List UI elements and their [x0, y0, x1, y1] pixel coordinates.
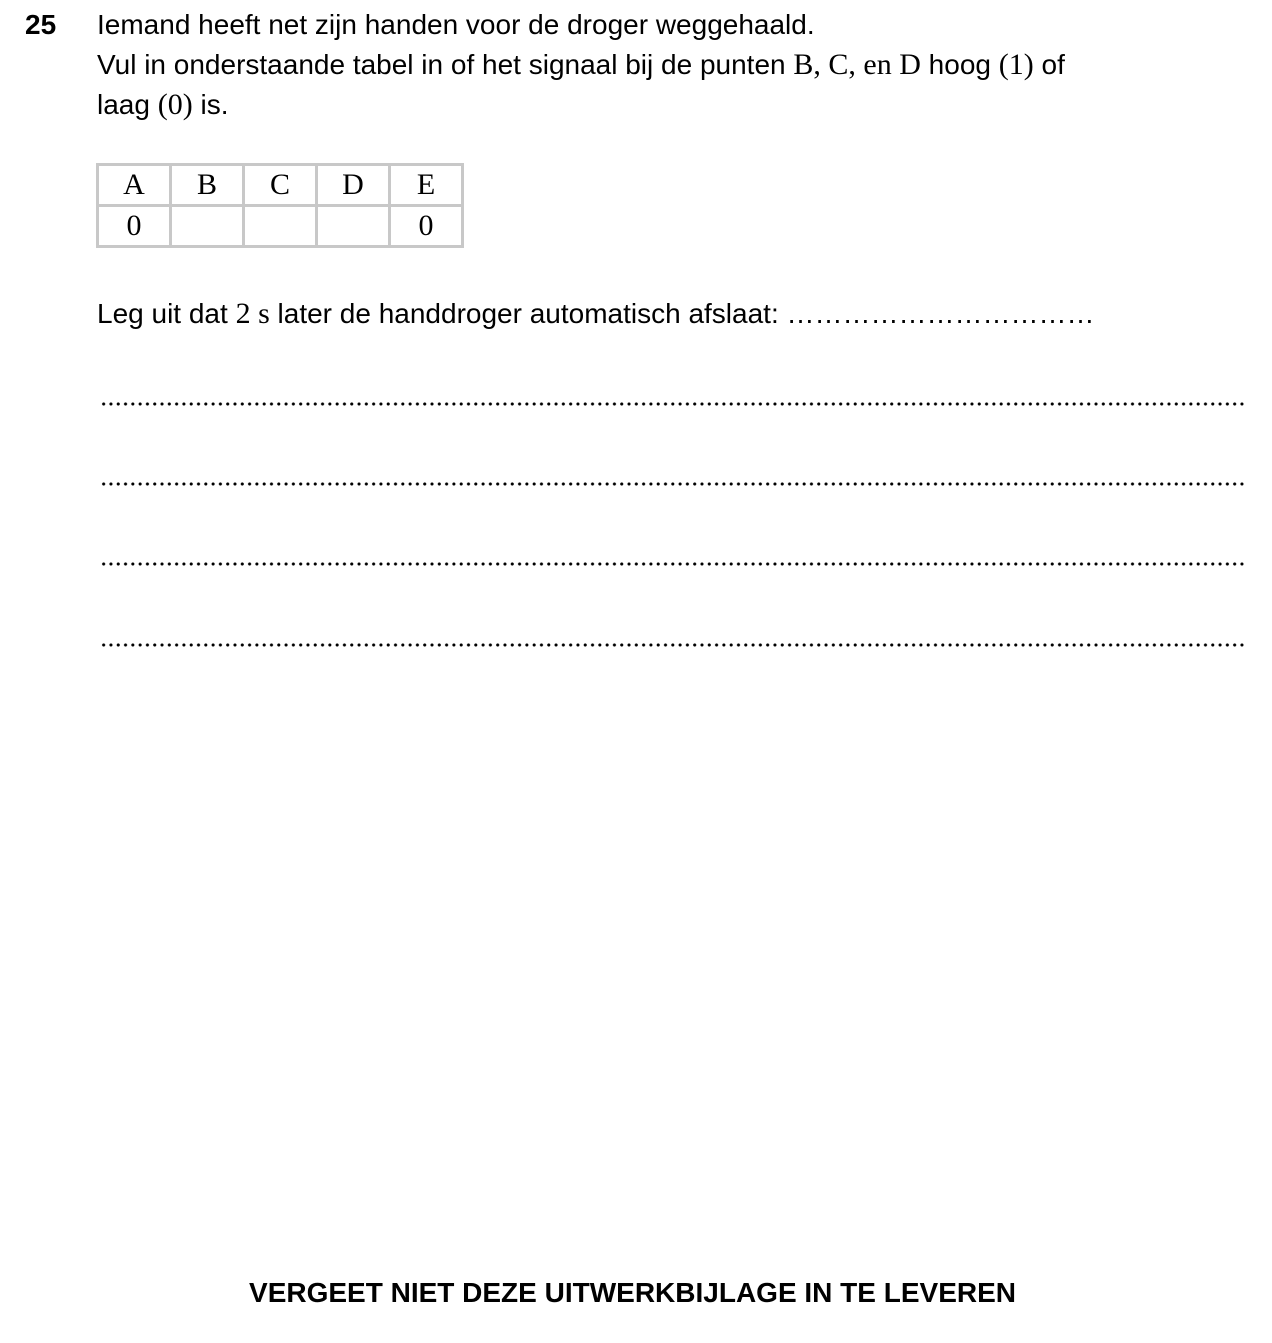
question-text-line-2 [97, 48, 1065, 82]
value-cell-e: 0 [390, 206, 463, 247]
point-label-b: B [793, 48, 814, 81]
explain-suffix: later de handdroger automatisch afslaat: [269, 298, 787, 329]
question-text-fragment: hoog [920, 49, 999, 80]
answer-line-4[interactable] [100, 642, 1245, 648]
header-cell-b: B [171, 165, 244, 206]
footer-reminder: VERGEET NIET DEZE UITWERKBIJLAGE IN TE LEVEREN [249, 1277, 1016, 1308]
explain-time: 2 s [235, 297, 270, 330]
separator: , [813, 48, 829, 81]
conjunction: en [863, 48, 892, 81]
signal-table [96, 163, 464, 248]
answer-dots-inline[interactable]: …………………………… [786, 298, 1095, 329]
value-cell-b[interactable] [171, 206, 244, 247]
signal-table-value-row [98, 206, 463, 247]
header-cell-d: D [317, 165, 390, 206]
point-label-d: D [899, 48, 921, 81]
signal-table-header-row [98, 165, 463, 206]
question-text-line-3 [97, 88, 228, 122]
question-text-line-1 [97, 8, 815, 42]
high-value: (1) [998, 48, 1034, 81]
value-cell-d[interactable] [317, 206, 390, 247]
separator: , [848, 48, 864, 81]
question-text-fragment: laag [97, 89, 158, 120]
point-label-c: C [828, 48, 849, 81]
question-sentence-1: Iemand heeft net zijn handen voor de droger weggehaald. [97, 9, 815, 40]
value-cell-a: 0 [98, 206, 171, 247]
question-number: 25 [25, 9, 57, 40]
question-text-fragment: Vul in onderstaande tabel in of het signaal bij de punten [97, 49, 794, 80]
answer-line-1[interactable] [100, 401, 1245, 407]
header-cell-a: A [98, 165, 171, 206]
question-text-fragment: of [1033, 49, 1065, 80]
answer-line-2[interactable] [100, 481, 1245, 487]
low-value: (0) [157, 88, 193, 121]
answer-line-3[interactable] [100, 561, 1245, 567]
value-cell-c[interactable] [244, 206, 317, 247]
header-cell-e: E [390, 165, 463, 206]
header-cell-c: C [244, 165, 317, 206]
explain-prompt [97, 297, 1095, 331]
question-text-fragment: is. [192, 89, 229, 120]
explain-prefix: Leg uit dat [97, 298, 236, 329]
